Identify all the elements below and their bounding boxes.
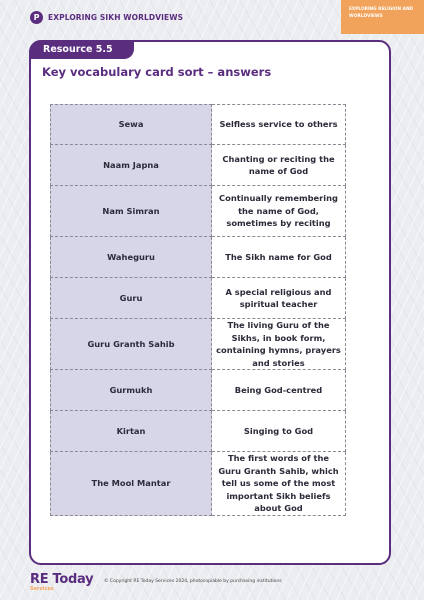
card-row [50,370,346,411]
logo-sub-text: Services [30,586,54,592]
page-header [0,0,424,36]
series-title: EXPLORING SIKH WORLDVIEWS [48,13,184,22]
card-row [50,319,346,370]
term-card: Sewa [50,104,212,145]
definition-card: Singing to God [212,411,346,452]
card-row [50,145,346,186]
publisher-logo [30,573,93,592]
definition-card: Being God-centred [212,370,346,411]
series-tab [341,0,424,34]
card-sort-table [50,104,346,516]
term-card: Nam Simran [50,186,212,237]
series-badge-letter: P [33,13,40,22]
term-card: The Mool Mantar [50,452,212,516]
definition-card: The Sikh name for God [212,237,346,278]
card-row [50,104,346,145]
term-card: Naam Japna [50,145,212,186]
card-row [50,278,346,319]
definition-card: The living Guru of the Sikhs, in book form, containing hymns, prayers and stories [212,319,346,370]
term-card: Guru Granth Sahib [50,319,212,370]
term-card: Waheguru [50,237,212,278]
card-row [50,186,346,237]
card-row [50,411,346,452]
card-row [50,452,346,516]
definition-card: A special religious and spiritual teacher [212,278,346,319]
series-tab-text: EXPLORING RELIGION AND WORLDVIEWS [349,7,414,19]
definition-card: The first words of the Guru Granth Sahib, which tell us some of the most important Sikh beliefs about God [212,452,346,516]
resource-label: Resource 5.5 [31,40,134,59]
copyright-notice: © Copyright RE Today Services 2024, photocopiable by purchasing institutions [104,579,282,584]
definition-card: Selfless service to others [212,104,346,145]
card-row [50,237,346,278]
definition-card: Continually remembering the name of God, sometimes by reciting [212,186,346,237]
term-card: Guru [50,278,212,319]
series-badge [30,11,43,24]
term-card: Kirtan [50,411,212,452]
term-card: Gurmukh [50,370,212,411]
logo-main-text: RE Today [30,572,94,587]
page-title: Key vocabulary card sort – answers [42,65,272,79]
definition-card: Chanting or reciting the name of God [212,145,346,186]
